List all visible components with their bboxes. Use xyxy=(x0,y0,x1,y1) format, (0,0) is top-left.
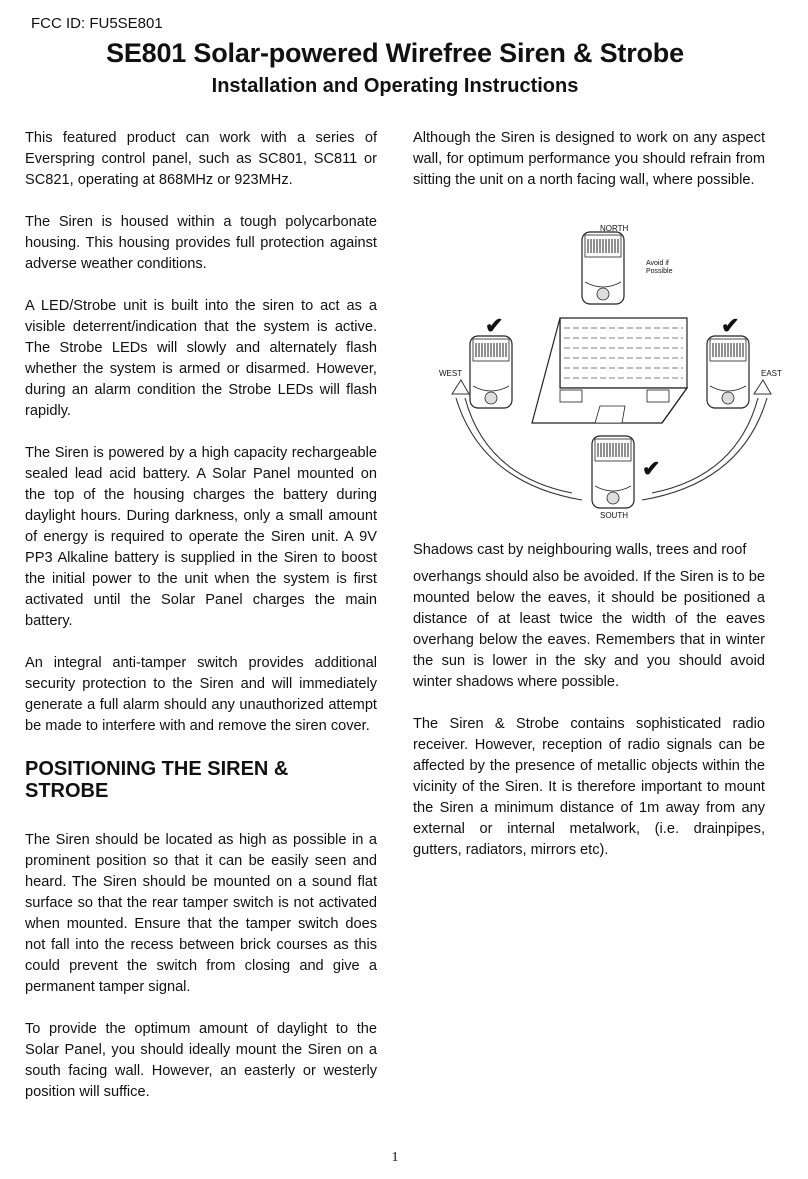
checkmark-icon: ✔ xyxy=(721,313,740,338)
paragraph: The Siren & Strobe contains sophisticated radio receiver. However, reception of radio signals can be affected by the presence of metallic objects within the vicinity of the Siren. It is therefore important to mount the Siren a minimum distance of 1m away from any external or internal metalwork, (i.e. drainpipes, gutters, radiators, mirrors etc). xyxy=(413,716,765,858)
page-number: 1 xyxy=(391,1150,399,1165)
fcc-id: FCC ID: FU5SE801 xyxy=(31,15,163,32)
paragraph: The Siren is powered by a high capacity rechargeable sealed lead acid battery. A Solar Panel mounted on the top of the housing charges the battery during daylight hours. During darkness, only a small amount of energy is required to operate the Siren unit. A 9V PP3 Alkaline battery is supplied in the Siren to boost the initial power to the unit when the system is first activated until the Solar Panel charges the main battery. xyxy=(25,445,377,629)
label-south: SOUTH xyxy=(600,511,628,520)
siren-north xyxy=(582,232,624,304)
siren-east xyxy=(707,336,749,408)
paragraph: Although the Siren is designed to work on any aspect wall, for optimum performance you should refrain from sitting the unit on a north facing wall, where possible. xyxy=(413,130,765,188)
paragraph: overhangs should also be avoided. If the Siren is to be mounted below the eaves, it should be positioned a distance of at least twice the width of the eaves overhang below the eaves. Remembers that in winter the sun is lower in the sky and you should avoid winter shadows where possible. xyxy=(413,569,765,690)
checkmark-icon: ✔ xyxy=(642,456,661,481)
siren-west xyxy=(470,336,512,408)
label-east: EAST xyxy=(761,369,782,378)
siren-south xyxy=(592,436,634,508)
paragraph: The Siren should be located as high as possible in a prominent position so that it can be easily seen and heard. The Siren should be mounted on a sound flat surface so that the rear tamper switch is not activated when mounted. Ensure that the tamper switch does not fall into the recess between brick courses as this could prevent the switch from closing and give a permanent tamper signal. xyxy=(25,832,377,995)
paragraph: A LED/Strobe unit is built into the siren to act as a visible deterrent/indication that the system is active. The Strobe LEDs will slowly and alternately flash whether the system is armed or disarmed. However, during an alarm condition the Strobe LEDs will flash rapidly. xyxy=(25,298,377,419)
document-title: SE801 Solar-powered Wirefree Siren & Strobe xyxy=(106,38,684,68)
house-icon xyxy=(532,318,687,423)
right-column-continued xyxy=(413,540,765,882)
paragraph: An integral anti-tamper switch provides additional security protection to the Siren and will immediately generate a full alarm should any unauthorized attempt be made to interfere with and remove the siren cover. xyxy=(25,655,377,734)
siren-positioning-diagram xyxy=(432,218,786,528)
label-avoid-line2: Possible xyxy=(646,268,673,275)
paragraph: The Siren is housed within a tough polycarbonate housing. This housing provides full protection against adverse weather conditions. xyxy=(25,214,377,272)
left-column xyxy=(25,128,377,1124)
section-heading: POSITIONING THE SIREN & STROBE xyxy=(25,758,289,802)
label-west: WEST xyxy=(439,369,463,378)
label-north: NORTH xyxy=(600,224,629,233)
paragraph: This featured product can work with a series of Everspring control panel, such as SC801, SC811 or SC821, operating at 868MHz or 923MHz. xyxy=(25,130,377,188)
label-avoid-line1: Avoid if xyxy=(646,260,669,267)
paragraph-first-line: Shadows cast by neighbouring walls, trees and roof xyxy=(413,542,747,558)
paragraph: To provide the optimum amount of daylight to the Solar Panel, you should ideally mount the Siren on a south facing wall. However, an easterly or westerly position will suffice. xyxy=(25,1021,377,1100)
right-column xyxy=(413,128,765,212)
checkmark-icon: ✔ xyxy=(485,313,504,338)
document-subtitle: Installation and Operating Instructions xyxy=(211,75,579,97)
